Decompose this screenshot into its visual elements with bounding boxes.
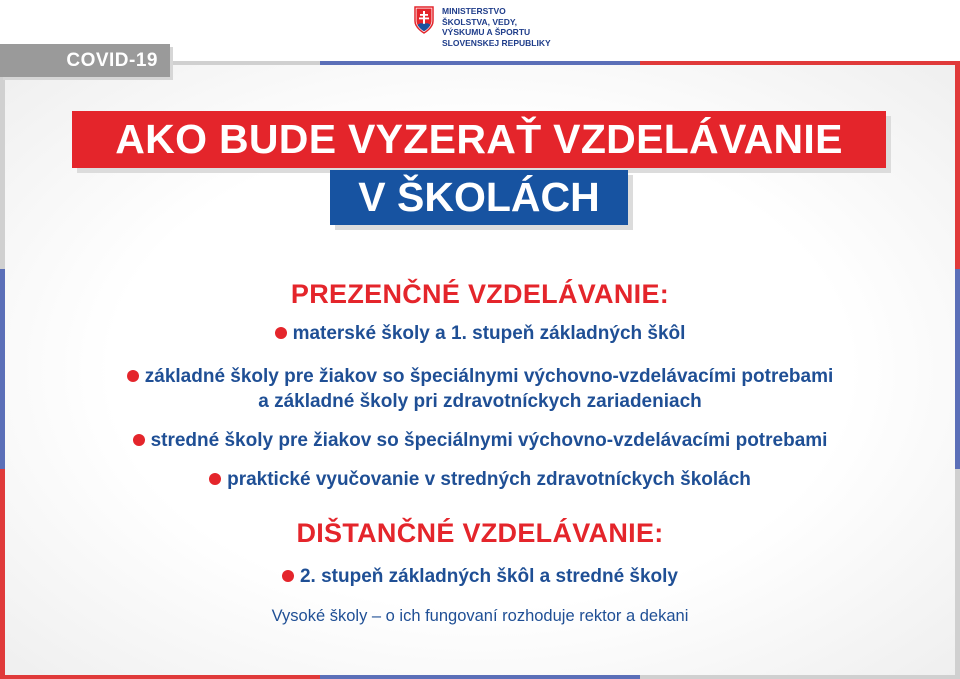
frame-line bbox=[0, 61, 5, 269]
frame-line bbox=[640, 61, 960, 65]
logo-line: ŠKOLSTVA, VEDY, bbox=[442, 16, 517, 27]
list-item: 2. stupeň základných škôl a stredné školy bbox=[0, 564, 960, 589]
covid-tag: COVID-19 bbox=[0, 44, 170, 77]
main-title-second-line: V ŠKOLÁCH bbox=[330, 170, 628, 225]
bullet-icon bbox=[282, 570, 294, 582]
logo-line: VÝSKUMU A ŠPORTU bbox=[442, 27, 531, 37]
list-item: materské školy a 1. stupeň základných škôl bbox=[0, 321, 960, 346]
ministry-name bbox=[442, 6, 551, 48]
frame-line bbox=[320, 61, 640, 65]
frame-line bbox=[0, 675, 320, 679]
distance-heading: DIŠTANČNÉ VZDELÁVANIE: bbox=[296, 518, 664, 548]
coat-of-arms-icon bbox=[414, 6, 434, 34]
bullet-icon bbox=[127, 370, 139, 382]
frame-line bbox=[955, 61, 960, 269]
presence-heading: PREZENČNÉ VZDELÁVANIE: bbox=[290, 279, 670, 309]
list-item: praktické vyučovanie v stredných zdravotníckych školách bbox=[0, 467, 960, 492]
bullet-icon bbox=[209, 473, 221, 485]
bullet-icon bbox=[133, 434, 145, 446]
logo-line: MINISTERSTVO bbox=[442, 6, 506, 16]
footer-note: Vysoké školy – o ich fungovaní rozhoduje rektor a dekani bbox=[271, 607, 689, 625]
main-title: AKO BUDE VYZERAŤ VZDELÁVANIE bbox=[72, 111, 886, 168]
logo-line: SLOVENSKEJ REPUBLIKY bbox=[442, 37, 551, 48]
list-item: stredné školy pre žiakov so špeciálnymi výchovno-vzdelávacími potrebami bbox=[0, 428, 960, 453]
frame-line bbox=[320, 675, 640, 679]
bullet-icon bbox=[275, 327, 287, 339]
ministry-logo bbox=[414, 6, 551, 48]
frame-line bbox=[640, 675, 960, 679]
list-item: základné školy pre žiakov so špeciálnymi výchovno-vzdelávacími potrebami a základné školy pri zdravotníckych zariadeniach bbox=[0, 364, 960, 414]
